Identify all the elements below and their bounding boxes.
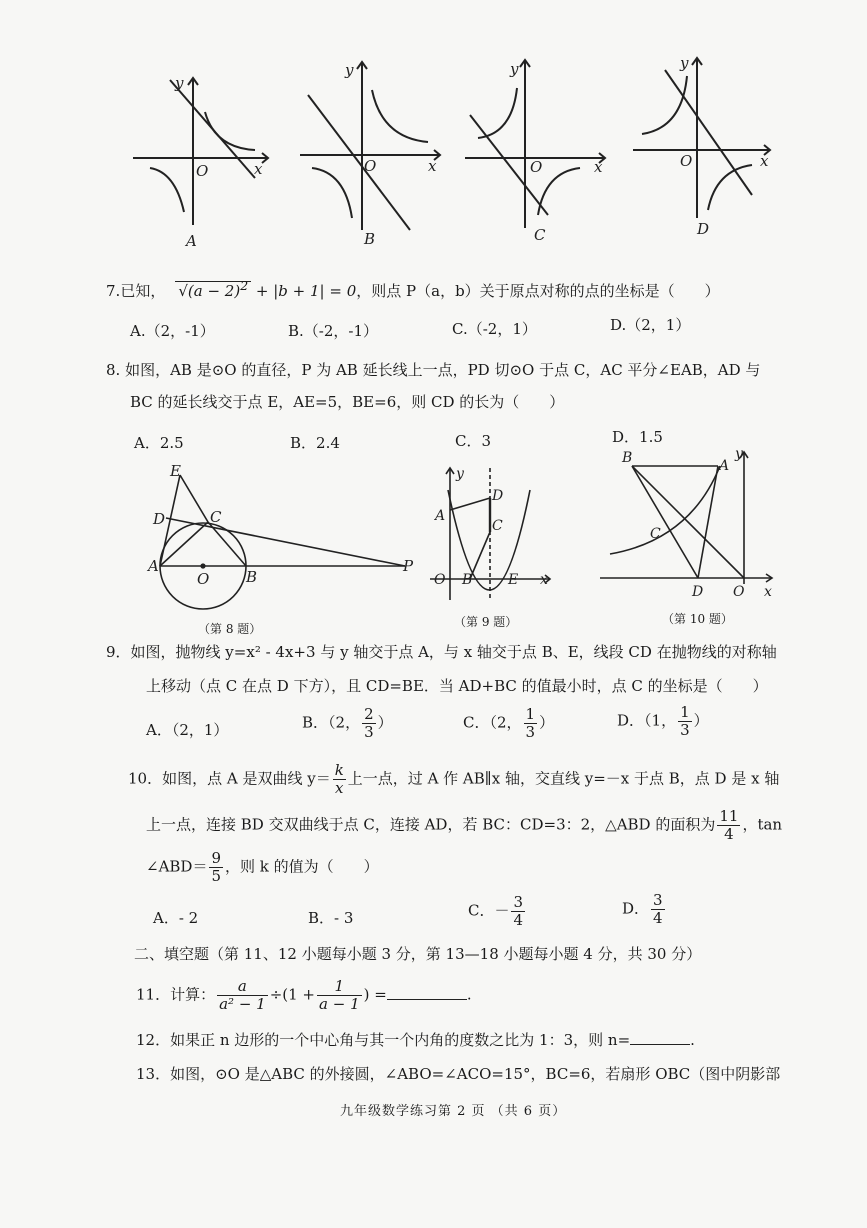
q8-line1: 8. 如图，AB 是⊙O 的直径，P 为 AB 延长线上一点，PD 切⊙O 于点 C，AC 平分∠EAB，AD 与 <box>106 361 761 379</box>
q7-abs-term: + |b + 1| = 0 <box>251 282 357 300</box>
q10-line3-prefix: ∠ABD＝ <box>146 857 208 876</box>
fig10-label-d: D <box>692 584 704 600</box>
q12-answer-blank[interactable] <box>630 1030 690 1045</box>
fig8-label-c: C <box>210 508 222 526</box>
fig9-label-e: E <box>508 572 519 588</box>
graph-b-letter: B <box>364 230 376 248</box>
graph-a-letter: A <box>186 232 197 250</box>
q9-line2: 上移动（点 C 在点 D 下方），且 CD=BE．当 AD+BC 的值最小时，点 C 的坐标是（ ） <box>146 677 768 695</box>
q9-option-c-numerator: 1 <box>525 705 536 723</box>
fig8-label-e: E <box>170 462 181 480</box>
q10-tan-numerator: 9 <box>211 849 221 867</box>
q9-option-b-prefix: B．（2， <box>302 713 361 732</box>
fig9-label-c: C <box>492 518 503 534</box>
q10-option-d-prefix: D． <box>622 899 650 918</box>
q11-prefix: 11．计算： <box>136 985 216 1004</box>
q7-sqrt-term: $√(a - 2)^2$ <box>175 281 251 300</box>
q8-option-a[interactable]: A．2.5 <box>134 434 184 452</box>
graph-a-y-label: y <box>175 74 184 92</box>
graph-a-origin-label: O <box>196 162 209 180</box>
figure-9 <box>430 468 550 600</box>
fig9-caption: （第 9 题） <box>454 615 518 629</box>
graphs-row <box>0 0 867 260</box>
q10-line1 <box>128 762 779 797</box>
section-2-heading: 二、填空题（第 11、12 小题每小题 3 分，第 13—18 小题每小题 4 分，共 30 分） <box>134 945 702 963</box>
q9-option-c-prefix: C．（2， <box>463 713 522 732</box>
figure-10 <box>600 452 772 584</box>
graph-c-origin-label: O <box>530 158 543 176</box>
q7-exponent: 2 <box>240 278 249 293</box>
fig9-label-b: B <box>462 572 473 588</box>
figures-row <box>0 450 867 650</box>
q10-prefix: 10．如图，点 A 是双曲线 y＝ <box>128 769 331 788</box>
graph-d-letter: D <box>697 220 710 238</box>
q9-line1: 9．如图，抛物线 y=x² - 4x+3 与 y 轴交于点 A，与 x 轴交于点 B、E，线段 CD 在抛物线的对称轴 <box>106 643 777 661</box>
page-footer: 九年级数学练习第 2 页 （共 6 页） <box>340 1104 567 1119</box>
q12-prefix: 12．如果正 n 边形的一个中心角与其一个内角的度数之比为 1：3，则 n= <box>136 1031 631 1049</box>
q9-option-b[interactable] <box>302 706 393 741</box>
fig9-label-a: A <box>435 508 446 524</box>
fig10-label-c: C <box>650 526 661 542</box>
q10-option-b[interactable]: B．- 3 <box>308 909 354 927</box>
fig8-label-a: A <box>148 557 159 575</box>
q10-line2 <box>146 808 782 843</box>
q13-line: 13．如图，⊙O 是△ABC 的外接圆，∠ABO=∠ACO=15°，BC=6，若扇形 OBC（图中阴影部 <box>136 1065 781 1083</box>
q8-option-d[interactable]: D．1.5 <box>612 428 663 446</box>
graph-b-y-label: y <box>345 61 354 79</box>
graph-b <box>300 62 440 230</box>
graph-d-y-label: y <box>680 54 689 72</box>
q9-option-c[interactable] <box>463 706 554 741</box>
q11-middle: ÷(1 + <box>269 985 316 1004</box>
q10-option-c-denominator: 4 <box>513 911 524 929</box>
q9-option-b-suffix: ） <box>377 713 393 732</box>
q11-frac1-numerator: a <box>217 978 268 996</box>
fig10-label-x: x <box>764 584 772 600</box>
fig10-label-b: B <box>622 450 633 466</box>
q9-option-c-denominator: 3 <box>525 723 536 741</box>
q10-option-d-denominator: 4 <box>653 909 663 927</box>
fig8-caption: （第 8 题） <box>198 622 262 636</box>
graph-d-origin-label: O <box>680 152 693 170</box>
question-7 <box>106 276 720 301</box>
q10-line3 <box>146 850 379 885</box>
q10-option-d[interactable] <box>622 892 667 927</box>
q11-suffix: ) = <box>363 985 387 1004</box>
q7-option-d[interactable]: D.（2，1） <box>610 316 691 334</box>
q7-option-b[interactable]: B.（-2，-1） <box>288 322 379 340</box>
q10-option-a[interactable]: A．- 2 <box>153 909 199 927</box>
fig8-label-d: D <box>153 510 166 528</box>
q10-option-d-numerator: 3 <box>653 891 663 909</box>
fig10-caption: （第 10 题） <box>662 612 733 626</box>
q10-option-c-numerator: 3 <box>513 893 524 911</box>
fig10-label-a: A <box>719 458 730 474</box>
q9-option-b-numerator: 2 <box>364 705 374 723</box>
q9-option-b-denominator: 3 <box>364 723 374 741</box>
q11-line <box>136 978 472 1013</box>
fig9-label-d: D <box>492 488 504 504</box>
q10-line3-suffix: ，则 k 的值为（ ） <box>225 857 379 876</box>
q10-tan-denominator: 5 <box>211 867 221 885</box>
q9-option-d[interactable] <box>617 704 709 739</box>
graph-d-x-label: x <box>760 152 769 170</box>
q8-line2: BC 的延长线交于点 E，AE=5，BE=6，则 CD 的长为（ ） <box>130 393 565 411</box>
q11-end: . <box>466 985 472 1004</box>
q9-option-a[interactable]: A．（2，1） <box>146 721 229 739</box>
graph-c-x-label: x <box>594 158 603 176</box>
figure-8 <box>160 475 405 609</box>
q7-option-a[interactable]: A.（2，-1） <box>130 322 215 340</box>
fig8-label-o: O <box>197 570 210 588</box>
q9-option-d-suffix: ） <box>693 711 709 730</box>
q10-area-numerator: 11 <box>719 807 739 825</box>
q7-sqrt-inner: (a − 2) <box>187 282 241 300</box>
graph-c-letter: C <box>534 226 546 244</box>
graph-a-x-label: x <box>254 160 263 178</box>
fig8-label-p: P <box>403 557 414 575</box>
q9-option-d-prefix: D．（1， <box>617 711 677 730</box>
graph-c-y-label: y <box>510 60 519 78</box>
q9-option-d-denominator: 3 <box>680 721 690 739</box>
q11-answer-blank[interactable] <box>387 985 467 1000</box>
q12-end: . <box>690 1031 695 1049</box>
q10-option-c[interactable] <box>468 894 527 929</box>
q10-line1-suffix: 上一点，过 A 作 AB∥x 轴，交直线 y=－x 于点 B，点 D 是 x 轴 <box>347 769 780 788</box>
q7-option-c[interactable]: C.（-2，1） <box>452 320 537 338</box>
graph-b-origin-label: O <box>364 157 377 175</box>
fig9-label-o: O <box>434 572 446 588</box>
fig10-label-y: y <box>735 450 743 462</box>
graph-b-x-label: x <box>428 157 437 175</box>
q7-suffix: ，则点 P（a，b）关于原点对称的点的坐标是（ ） <box>356 282 720 300</box>
q8-option-c[interactable]: C．3 <box>455 432 492 450</box>
graph-c <box>465 60 605 228</box>
graph-d <box>633 58 770 218</box>
fig10-label-o: O <box>733 584 745 600</box>
q11-frac2-numerator: 1 <box>317 978 362 996</box>
q10-x-denominator: x <box>335 779 344 797</box>
q8-option-b[interactable]: B．2.4 <box>290 434 340 452</box>
q7-number: 7. <box>106 282 121 300</box>
q10-option-c-prefix: C．－ <box>468 901 510 920</box>
q10-k-numerator: k <box>334 761 344 779</box>
q11-frac2-denominator: a − 1 <box>319 995 360 1013</box>
q12-line <box>136 1030 695 1050</box>
q9-option-d-numerator: 1 <box>680 703 690 721</box>
q9-option-c-suffix: ） <box>539 713 555 732</box>
q10-line2-prefix: 上一点，连接 BD 交双曲线于点 C，连接 AD，若 BC：CD=3：2，△ABD 的面积为 <box>146 815 716 834</box>
q7-prefix: 已知， <box>120 282 166 300</box>
graph-a <box>133 78 268 225</box>
q11-frac1-denominator: a² − 1 <box>219 995 266 1013</box>
fig8-label-b: B <box>246 568 258 586</box>
fig9-label-y: y <box>456 466 464 482</box>
q10-line2-suffix: ，tan <box>742 815 783 834</box>
q10-area-denominator: 4 <box>724 825 734 843</box>
fig9-label-x: x <box>540 572 548 588</box>
